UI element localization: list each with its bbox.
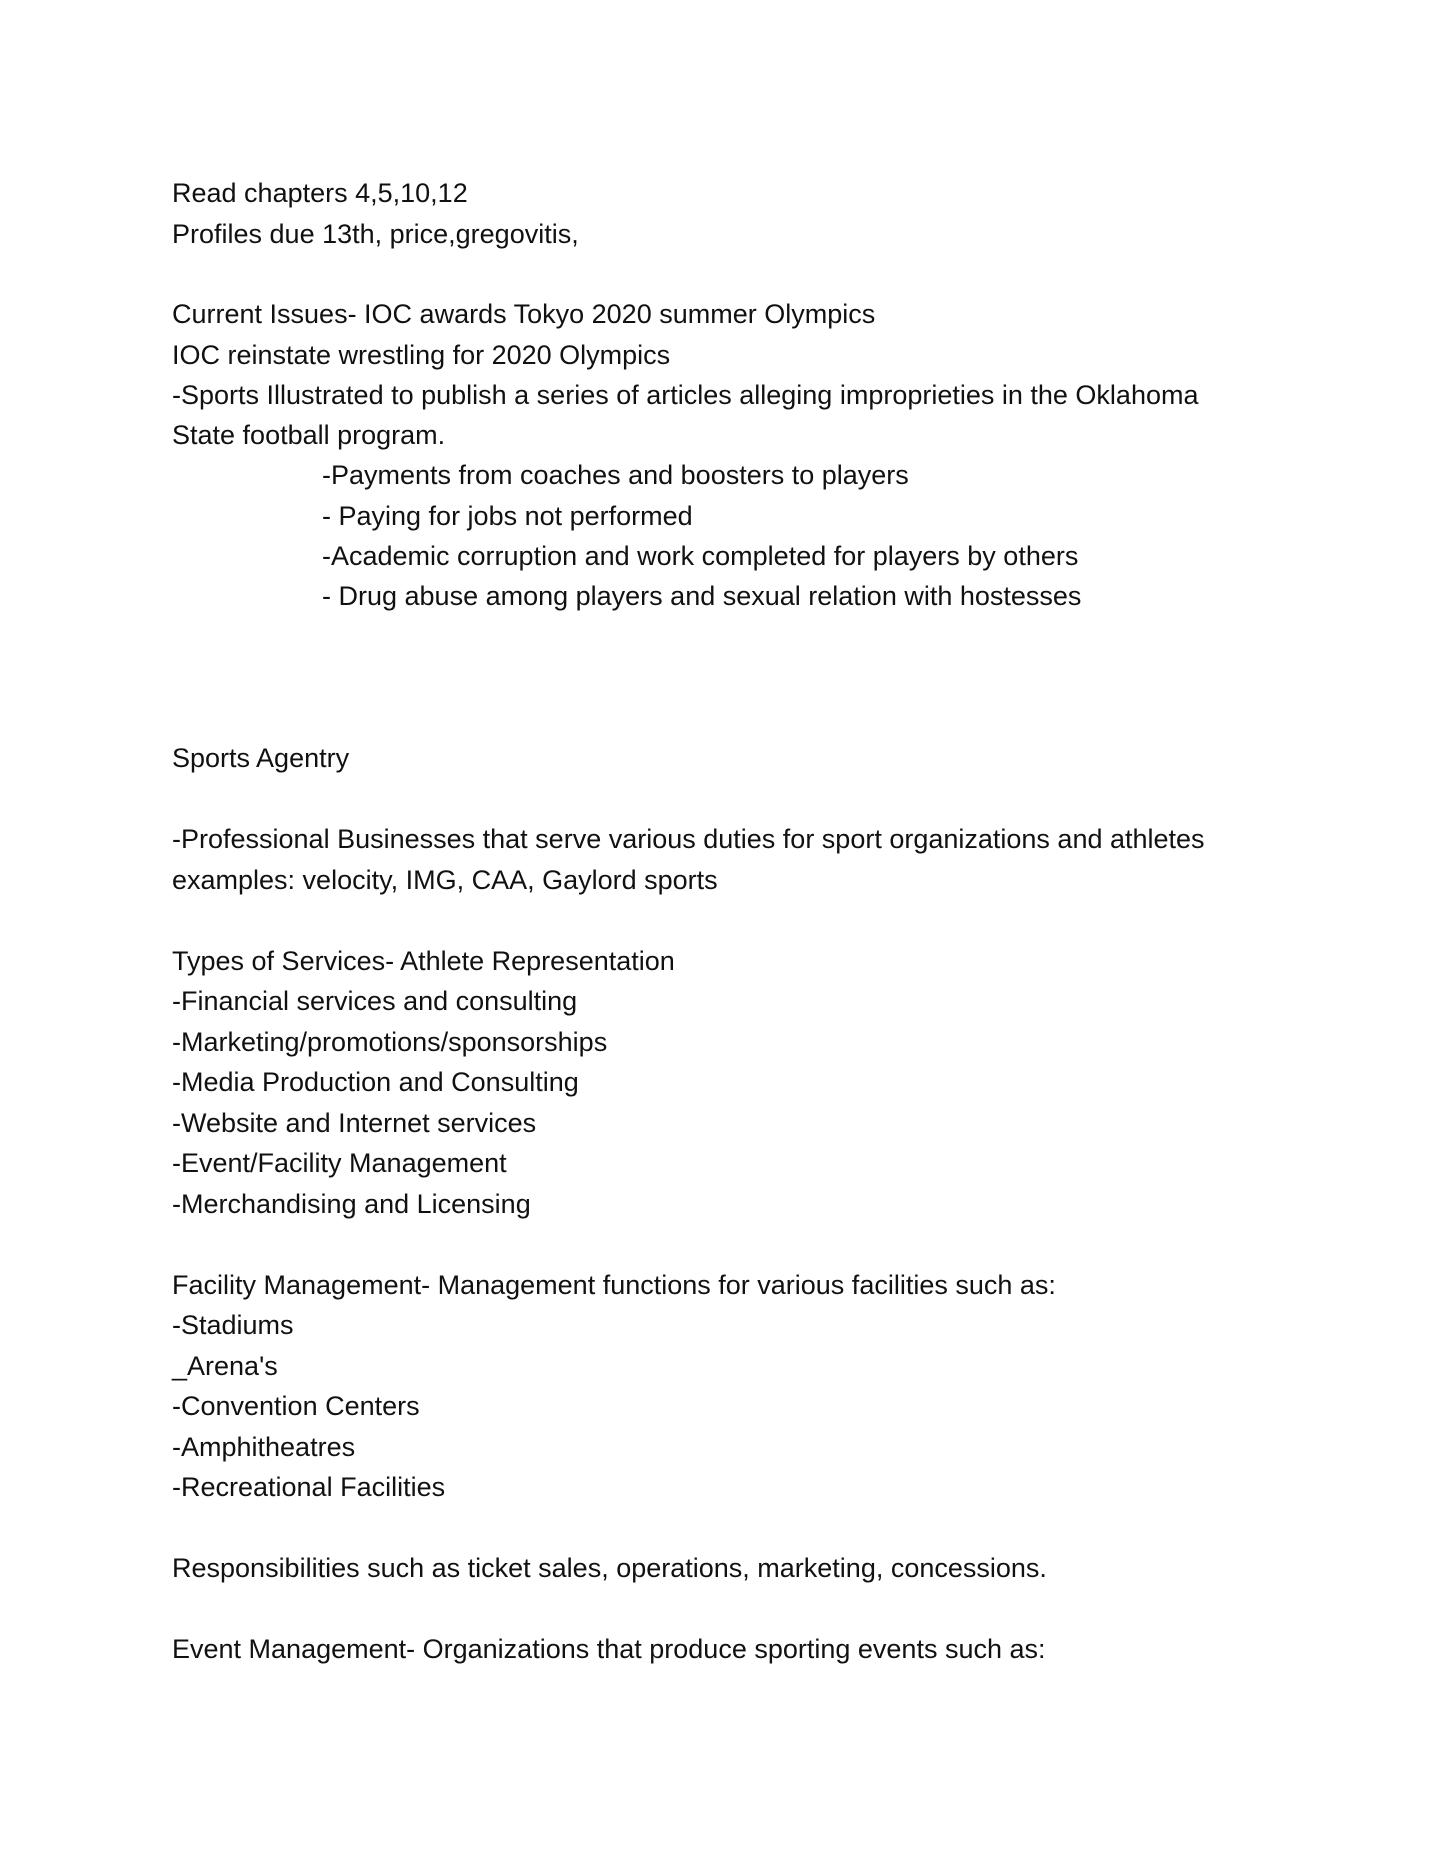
text-line: State football program. — [172, 420, 446, 450]
text-line: examples: velocity, IMG, CAA, Gaylord sports — [172, 865, 718, 895]
sub-bullet: - Paying for jobs not performed — [322, 501, 693, 531]
list-item: -Event/Facility Management — [172, 1148, 507, 1178]
sub-bullet: - Drug abuse among players and sexual relation with hostesses — [322, 581, 1082, 611]
list-item: -Convention Centers — [172, 1391, 420, 1421]
list-item: -Recreational Facilities — [172, 1472, 446, 1502]
types-of-services-heading: Types of Services- Athlete Representation — [172, 946, 675, 976]
event-management-heading: Event Management- Organizations that produce sporting events such as: — [172, 1634, 1046, 1664]
reading-assignment: Read chapters 4,5,10,12 — [172, 178, 468, 208]
sub-bullet: -Payments from coaches and boosters to players — [322, 460, 909, 490]
responsibilities-text: Responsibilities such as ticket sales, operations, marketing, concessions. — [172, 1553, 1047, 1583]
section-heading-sports-agentry: Sports Agentry — [172, 743, 350, 773]
list-item: -Amphitheatres — [172, 1432, 356, 1462]
list-item: -Financial services and consulting — [172, 986, 578, 1016]
list-item: -Media Production and Consulting — [172, 1067, 579, 1097]
profiles-due: Profiles due 13th, price,gregovitis, — [172, 219, 579, 249]
current-issues-heading: Current Issues- IOC awards Tokyo 2020 summer Olympics — [172, 299, 876, 329]
list-item: _Arena's — [172, 1351, 278, 1381]
facility-management-heading: Facility Management- Management functions for various facilities such as: — [172, 1270, 1056, 1300]
text-line: -Professional Businesses that serve various duties for sport organizations and athletes — [172, 824, 1205, 854]
list-item: -Marketing/promotions/sponsorships — [172, 1027, 608, 1057]
list-item: -Merchandising and Licensing — [172, 1189, 531, 1219]
list-item: -Stadiums — [172, 1310, 294, 1340]
sub-bullet: -Academic corruption and work completed for players by others — [322, 541, 1079, 571]
text-line: -Sports Illustrated to publish a series of articles alleging improprieties in the Oklahoma — [172, 380, 1199, 410]
list-item: -Website and Internet services — [172, 1108, 537, 1138]
text-line: IOC reinstate wrestling for 2020 Olympics — [172, 340, 671, 370]
